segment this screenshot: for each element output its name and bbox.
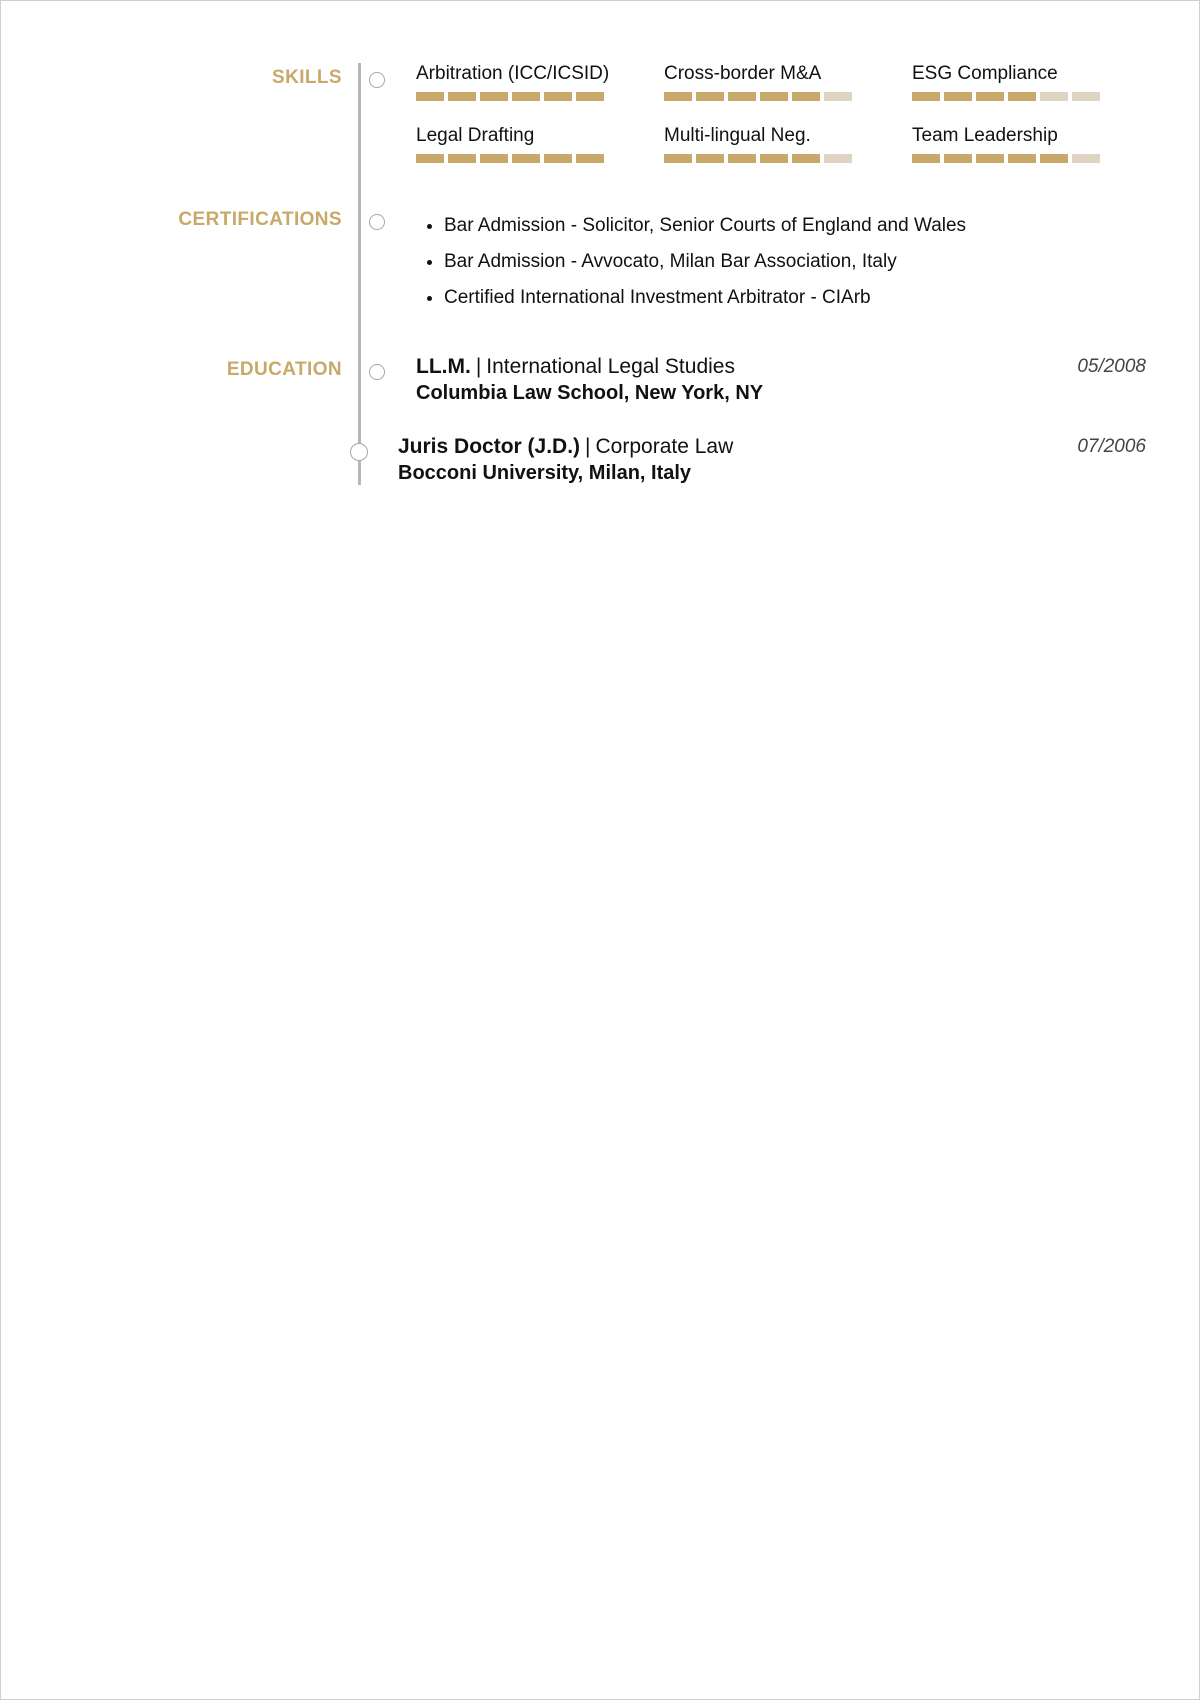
timeline-node-skills [369,72,385,88]
section-label-education: EDUCATION [226,359,342,380]
skill-item [664,125,884,163]
skill-segment-filled [944,92,972,101]
skill-segment-filled [792,154,820,163]
skill-segment-filled [912,154,940,163]
section-label-certifications: CERTIFICATIONS [178,209,342,230]
skill-segment-empty [1072,92,1100,101]
skill-segment-filled [760,154,788,163]
skill-name: Team Leadership [912,125,1058,146]
skill-segment-filled [480,154,508,163]
skill-item [416,63,636,101]
education-separator: | [475,355,482,378]
list-item: • Bar Admission - Solicitor, Senior Courts of England and Wales [444,208,966,244]
timeline-node-education-2 [350,443,368,461]
skill-segment-empty [1040,92,1068,101]
skill-segment-filled [416,154,444,163]
skill-segment-filled [480,92,508,101]
skill-segment-filled [1040,154,1068,163]
skill-segment-filled [944,154,972,163]
skill-segment-filled [448,92,476,101]
skill-segment-filled [1008,92,1036,101]
skill-level-bar [912,154,1132,163]
skill-level-bar [664,92,884,101]
skill-item [912,63,1132,101]
education-institution: Bocconi University, Milan, Italy [398,462,692,484]
skill-segment-filled [416,92,444,101]
skill-segment-filled [976,92,1004,101]
skill-segment-filled [576,154,604,163]
skill-segment-filled [792,92,820,101]
skill-segment-filled [728,92,756,101]
education-degree: LL.M. [416,355,471,378]
section-label-skills: SKILLS [272,67,342,88]
skill-level-bar [664,154,884,163]
list-item: • Bar Admission - Avvocato, Milan Bar Association, Italy [444,244,966,280]
skill-segment-filled [976,154,1004,163]
education-degree: Juris Doctor (J.D.) [398,435,581,458]
education-institution: Columbia Law School, New York, NY [416,382,764,404]
skill-segment-filled [912,92,940,101]
timeline-node-certifications [369,214,385,230]
skill-segment-filled [544,154,572,163]
skill-segment-filled [1008,154,1036,163]
skill-segment-filled [512,154,540,163]
skill-segment-filled [696,92,724,101]
education-separator: | [585,435,591,458]
skill-segment-empty [824,154,852,163]
skill-segment-filled [664,92,692,101]
skill-segment-filled [664,154,692,163]
skill-segment-filled [760,92,788,101]
skill-segment-filled [728,154,756,163]
education-field: Corporate Law [595,435,734,458]
education-degree-line [416,354,1146,380]
skill-item [664,63,884,101]
list-item: • Certified International Investment Arbitrator - CIArb [444,280,966,316]
timeline-line [358,63,361,485]
skill-level-bar [416,92,636,101]
education-entry [416,354,1146,406]
education-degree-line [398,434,1146,460]
skill-segment-filled [448,154,476,163]
skill-segment-filled [696,154,724,163]
skill-segment-filled [512,92,540,101]
skill-name: Cross-border M&A [664,63,822,84]
skill-segment-empty [1072,154,1100,163]
skill-segment-empty [824,92,852,101]
education-date: 07/2006 [1077,436,1146,457]
skill-item [416,125,636,163]
skill-item [912,125,1132,163]
skill-level-bar [912,92,1132,101]
skill-name: Multi-lingual Neg. [664,125,811,146]
skill-level-bar [416,154,636,163]
skill-name: Legal Drafting [416,125,535,146]
skill-name: ESG Compliance [912,63,1058,84]
certification-list [416,208,966,316]
education-field: International Legal Studies [486,355,735,378]
timeline-node-education [369,364,385,380]
skill-segment-filled [576,92,604,101]
skill-name: Arbitration (ICC/ICSID) [416,63,610,84]
skill-segment-filled [544,92,572,101]
education-date: 05/2008 [1077,356,1146,377]
education-entry [398,434,1146,486]
